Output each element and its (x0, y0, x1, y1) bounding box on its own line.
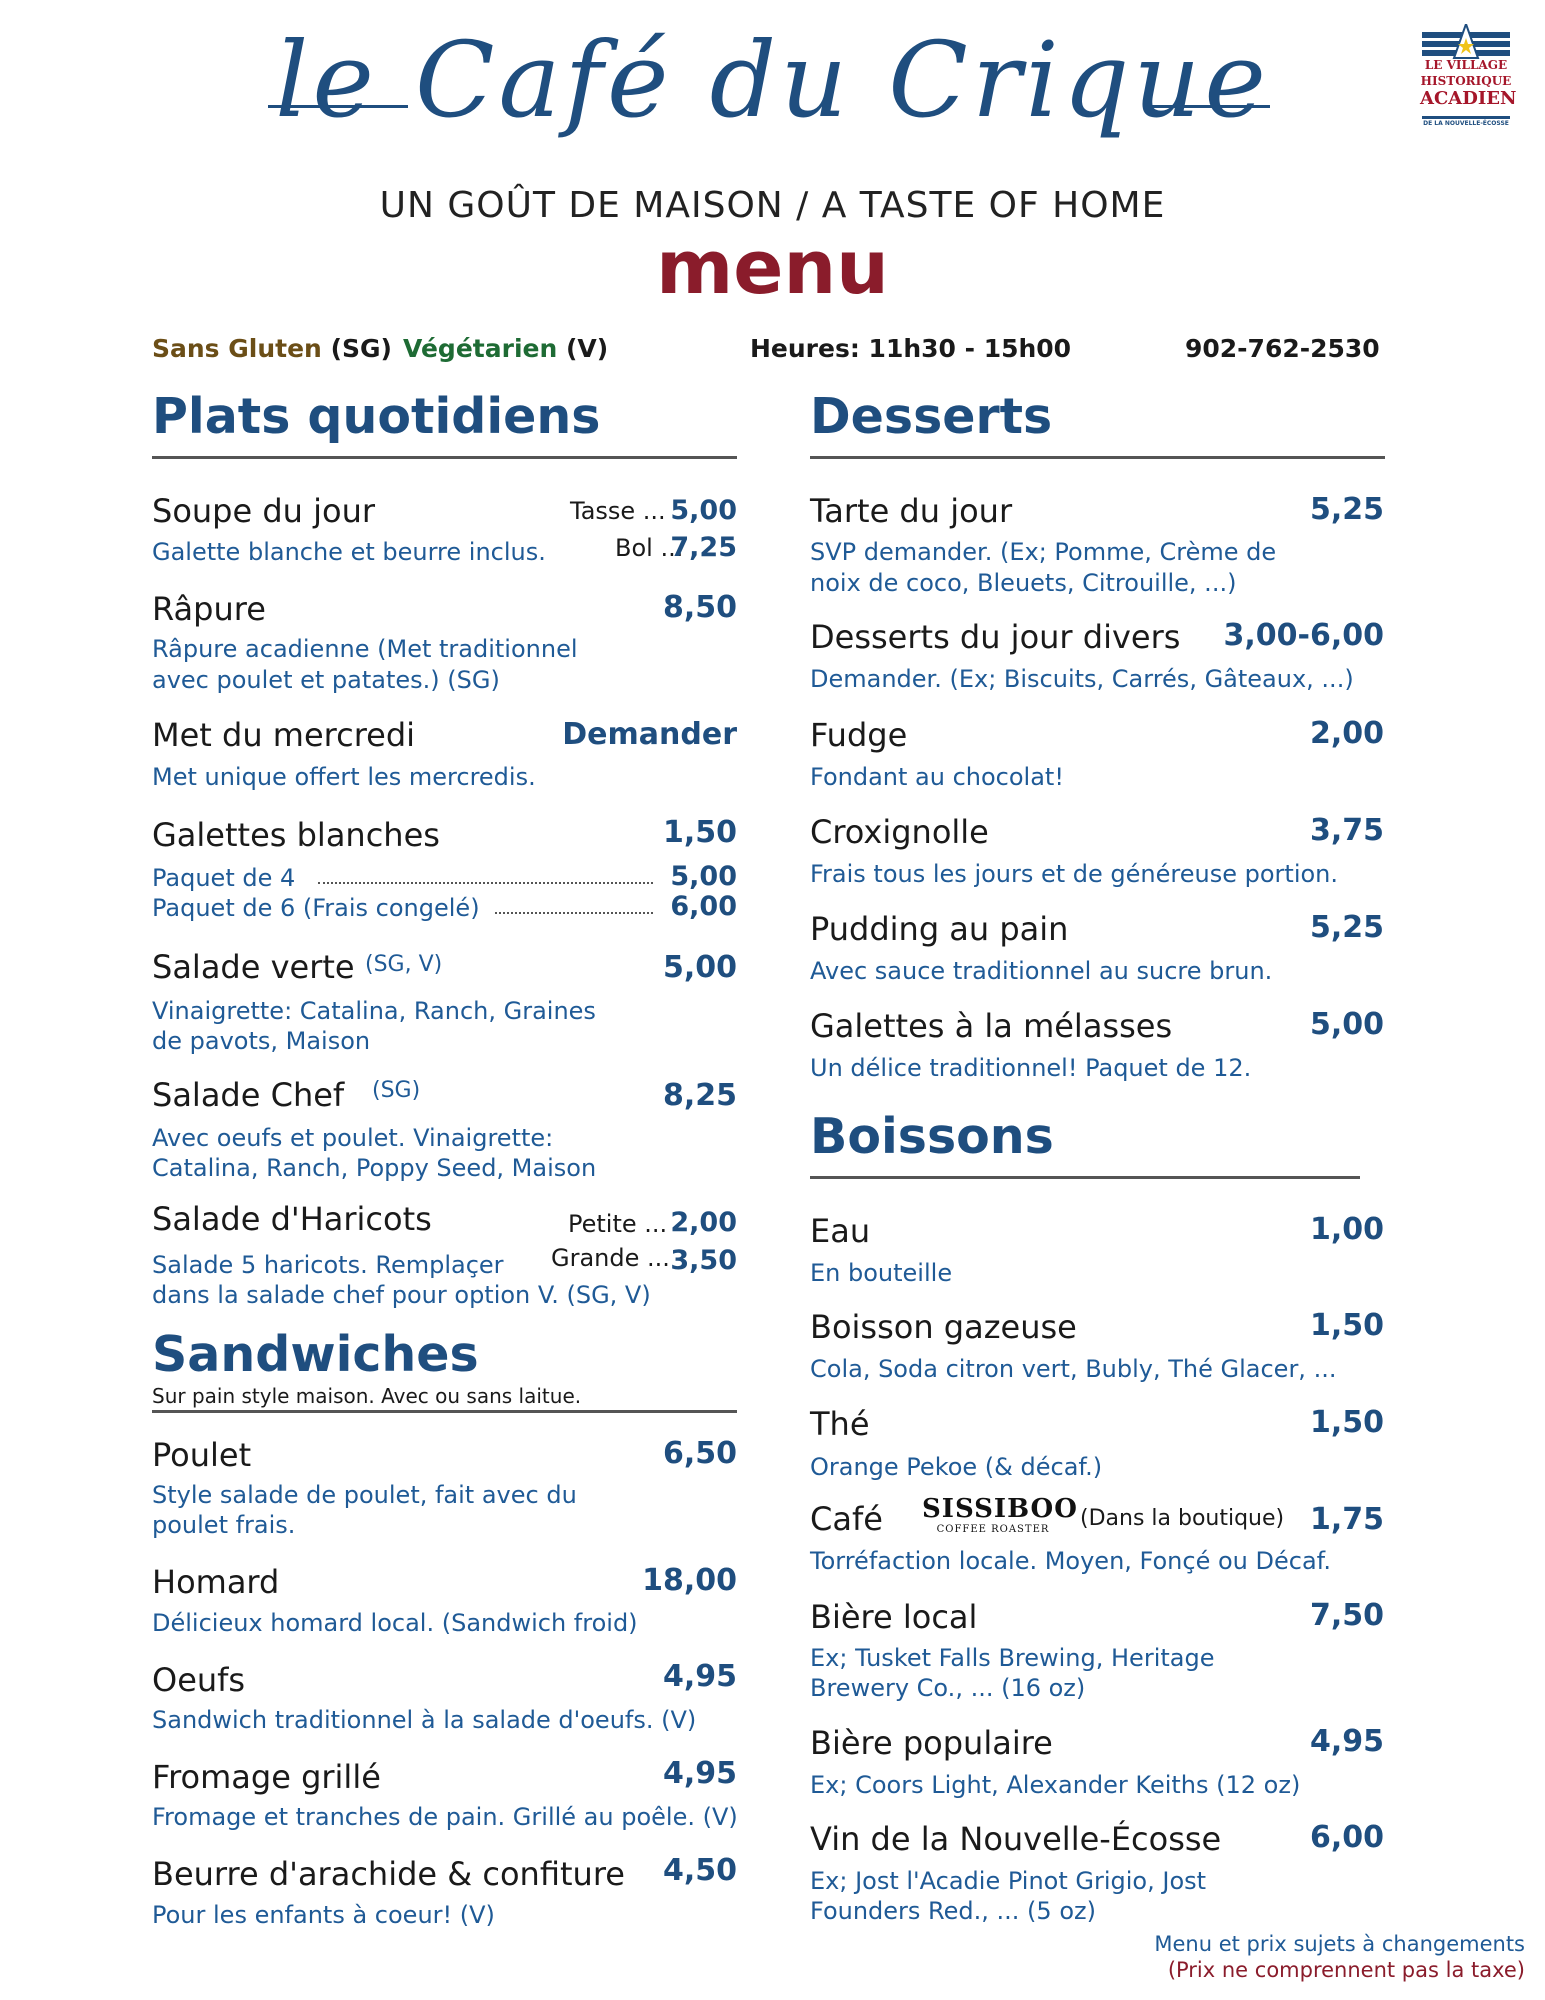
item-cafe-name: Café (810, 1500, 883, 1538)
item-vin-name: Vin de la Nouvelle-Écosse (810, 1820, 1222, 1858)
item-eau-desc: En bouteille (810, 1259, 953, 1287)
item-haricots-desc-2: dans la salade chef pour option V. (SG, V) (152, 1281, 651, 1309)
cafe-title: le Café du Crique (275, 19, 1270, 141)
item-fudge-desc: Fondant au chocolat! (810, 763, 1064, 791)
item-verte-name: Salade verte (152, 948, 355, 986)
item-galettes-price: 1,50 (662, 815, 737, 850)
item-vin-desc-2: Founders Red., ... (5 oz) (810, 1897, 1096, 1925)
item-verte-desc-2: de pavots, Maison (152, 1027, 371, 1055)
item-chef-desc-1: Avec oeufs et poulet. Vinaigrette: (152, 1124, 554, 1152)
item-divers-name: Desserts du jour divers (810, 618, 1181, 656)
section-sandwiches-subheading: Sur pain style maison. Avec ou sans laitue. (152, 1384, 582, 1408)
item-fromage-desc: Fromage et tranches de pain. Grillé au poêle. (V) (152, 1803, 738, 1831)
item-homard-desc: Délicieux homard local. (Sandwich froid) (152, 1609, 638, 1637)
footer-note-tax: (Prix ne comprennent pas la taxe) (1167, 1958, 1525, 1982)
item-biere-pop-price: 4,95 (1309, 1724, 1384, 1759)
item-pudding-price: 5,25 (1309, 910, 1384, 945)
sissiboo-subtitle: COFFEE ROASTER (936, 1524, 1050, 1535)
item-galettes-name: Galettes blanches (152, 816, 440, 854)
item-rapure-desc-1: Râpure acadienne (Met traditionnel (152, 635, 578, 663)
item-soupe-desc: Galette blanche et beurre inclus. (152, 538, 546, 566)
section-plats-rule (152, 456, 737, 459)
item-divers-desc: Demander. (Ex; Biscuits, Carrés, Gâteaux, ...) (810, 665, 1354, 693)
item-oeufs-desc: Sandwich traditionnel à la salade d'oeufs. (V) (152, 1706, 697, 1734)
item-vin-price: 6,00 (1309, 1820, 1384, 1855)
section-boissons-heading: Boissons (810, 1108, 1054, 1165)
v-code: (V) (565, 334, 609, 363)
galettes-pack4-leader (318, 882, 653, 884)
section-sandwiches-rule (152, 1410, 737, 1413)
item-crox-price: 3,75 (1309, 813, 1384, 848)
item-cafe-price: 1,75 (1309, 1502, 1384, 1537)
item-beurre-name: Beurre d'arachide & confiture (152, 1855, 625, 1893)
item-crox-desc: Frais tous les jours et de généreuse portion. (810, 860, 1339, 888)
item-chef-name: Salade Chef (152, 1076, 345, 1114)
item-biere-local-desc-1: Ex; Tusket Falls Brewing, Heritage (810, 1644, 1215, 1672)
item-cafe-note: (Dans la boutique) (1080, 1506, 1285, 1531)
tagline: UN GOÛT DE MAISON / A TASTE OF HOME (379, 185, 1166, 226)
item-tarte-desc-1: SVP demander. (Ex; Pomme, Crème de (810, 538, 1277, 566)
item-crox-name: Croxignolle (810, 813, 989, 851)
soupe-bol-price: 7,25 (670, 532, 737, 563)
item-melasse-price: 5,00 (1309, 1007, 1384, 1042)
item-mercredi-desc: Met unique offert les mercredis. (152, 763, 536, 791)
section-boissons-rule (810, 1176, 1360, 1179)
item-verte-tag: (SG, V) (365, 952, 443, 977)
item-beurre-desc: Pour les enfants à coeur! (V) (152, 1901, 495, 1929)
section-plats-heading: Plats quotidiens (152, 388, 601, 445)
item-verte-price: 5,00 (662, 950, 737, 985)
haricots-grande-label: Grande ... (551, 1244, 670, 1272)
item-rapure-price: 8,50 (662, 590, 737, 625)
item-haricots-name: Salade d'Haricots (152, 1200, 432, 1238)
village-acadien-logo (1420, 24, 1517, 128)
item-chef-price: 8,25 (662, 1078, 737, 1113)
item-fromage-name: Fromage grillé (152, 1758, 381, 1796)
item-haricots-desc-1: Salade 5 haricots. Remplaçer (152, 1251, 504, 1279)
sg-label: Sans Gluten (152, 334, 322, 363)
item-the-desc: Orange Pekoe (& décaf.) (810, 1453, 1103, 1481)
galettes-pack6-leader (495, 912, 653, 914)
item-biere-local-desc-2: Brewery Co., ... (16 oz) (810, 1674, 1086, 1702)
item-cafe-desc: Torréfaction locale. Moyen, Fonçé ou Décaf. (810, 1547, 1331, 1575)
logo-line-4: DE LA NOUVELLE-ÉCOSSE (1423, 120, 1509, 127)
item-melasse-name: Galettes à la mélasses (810, 1007, 1173, 1045)
soupe-bol-label: Bol ... (615, 534, 684, 562)
item-divers-price: 3,00-6,00 (1223, 618, 1384, 653)
hours: Heures: 11h30 - 15h00 (750, 334, 1072, 363)
item-soupe-name: Soupe du jour (152, 492, 376, 530)
v-label: Végétarien (403, 334, 558, 363)
item-poulet-price: 6,50 (662, 1436, 737, 1471)
galettes-pack6-price: 6,00 (670, 891, 737, 922)
item-gazeuse-price: 1,50 (1309, 1308, 1384, 1343)
item-pudding-desc: Avec sauce traditionnel au sucre brun. (810, 957, 1273, 985)
item-mercredi-price: Demander (562, 717, 737, 752)
logo-line-1: LE VILLAGE (1424, 58, 1508, 72)
sg-code: (SG) (330, 334, 392, 363)
haricots-grande-price: 3,50 (670, 1245, 737, 1276)
item-oeufs-price: 4,95 (662, 1659, 737, 1694)
item-melasse-desc: Un délice traditionnel! Paquet de 12. (810, 1054, 1252, 1082)
legend-vegetarian (403, 334, 608, 363)
item-vin-desc-1: Ex; Jost l'Acadie Pinot Grigio, Jost (810, 1867, 1207, 1895)
item-poulet-desc-1: Style salade de poulet, fait avec du (152, 1481, 577, 1509)
item-chef-desc-2: Catalina, Ranch, Poppy Seed, Maison (152, 1154, 597, 1182)
item-oeufs-name: Oeufs (152, 1661, 246, 1699)
galettes-pack6-label: Paquet de 6 (Frais congelé) (152, 894, 480, 922)
item-fromage-price: 4,95 (662, 1756, 737, 1791)
haricots-petite-price: 2,00 (670, 1207, 737, 1238)
item-tarte-name: Tarte du jour (810, 492, 1013, 530)
item-rapure-desc-2: avec poulet et patates.) (SG) (152, 666, 500, 694)
item-fudge-price: 2,00 (1309, 716, 1384, 751)
item-biere-pop-name: Bière populaire (810, 1724, 1053, 1762)
item-verte-desc-1: Vinaigrette: Catalina, Ranch, Graines (152, 997, 596, 1025)
item-rapure-name: Râpure (152, 590, 266, 628)
item-gazeuse-name: Boisson gazeuse (810, 1308, 1077, 1346)
item-poulet-desc-2: poulet frais. (152, 1511, 296, 1539)
phone: 902-762-2530 (1185, 334, 1380, 363)
logo-line-2: HISTORIQUE (1420, 74, 1512, 88)
soupe-tasse-price: 5,00 (670, 495, 737, 526)
haricots-petite-label: Petite ... (568, 1210, 668, 1238)
item-beurre-price: 4,50 (662, 1853, 737, 1888)
section-desserts-heading: Desserts (810, 388, 1053, 445)
item-eau-price: 1,00 (1309, 1212, 1384, 1247)
legend-gluten-free (152, 334, 392, 363)
item-tarte-desc-2: noix de coco, Bleuets, Citrouille, ...) (810, 569, 1237, 597)
item-biere-local-price: 7,50 (1309, 1598, 1384, 1633)
sissiboo-logo (922, 1494, 1078, 1542)
item-homard-price: 18,00 (642, 1563, 737, 1598)
item-tarte-price: 5,25 (1309, 492, 1384, 527)
section-desserts-rule (810, 456, 1385, 459)
item-eau-name: Eau (810, 1212, 871, 1250)
item-the-price: 1,50 (1309, 1405, 1384, 1440)
menu-heading: menu (656, 225, 889, 311)
item-the-name: Thé (810, 1405, 870, 1443)
section-sandwiches-heading: Sandwiches (152, 1326, 479, 1383)
logo-line-3: ACADIEN (1420, 88, 1517, 109)
item-gazeuse-desc: Cola, Soda citron vert, Bubly, Thé Glacer, ... (810, 1355, 1337, 1383)
item-homard-name: Homard (152, 1563, 280, 1601)
sissiboo-brand: SISSIBOO (922, 1494, 1078, 1524)
item-fudge-name: Fudge (810, 716, 908, 754)
galettes-pack4-price: 5,00 (670, 861, 737, 892)
soupe-tasse-label: Tasse ... (570, 497, 666, 525)
item-biere-pop-desc: Ex; Coors Light, Alexander Keiths (12 oz) (810, 1771, 1301, 1799)
item-mercredi-name: Met du mercredi (152, 716, 416, 754)
item-poulet-name: Poulet (152, 1436, 252, 1474)
item-chef-tag: (SG) (372, 1078, 421, 1103)
galettes-pack4-label: Paquet de 4 (152, 864, 296, 892)
item-pudding-name: Pudding au pain (810, 910, 1069, 948)
footer-note-changes: Menu et prix sujets à changements (1154, 1932, 1525, 1956)
item-biere-local-name: Bière local (810, 1598, 978, 1636)
